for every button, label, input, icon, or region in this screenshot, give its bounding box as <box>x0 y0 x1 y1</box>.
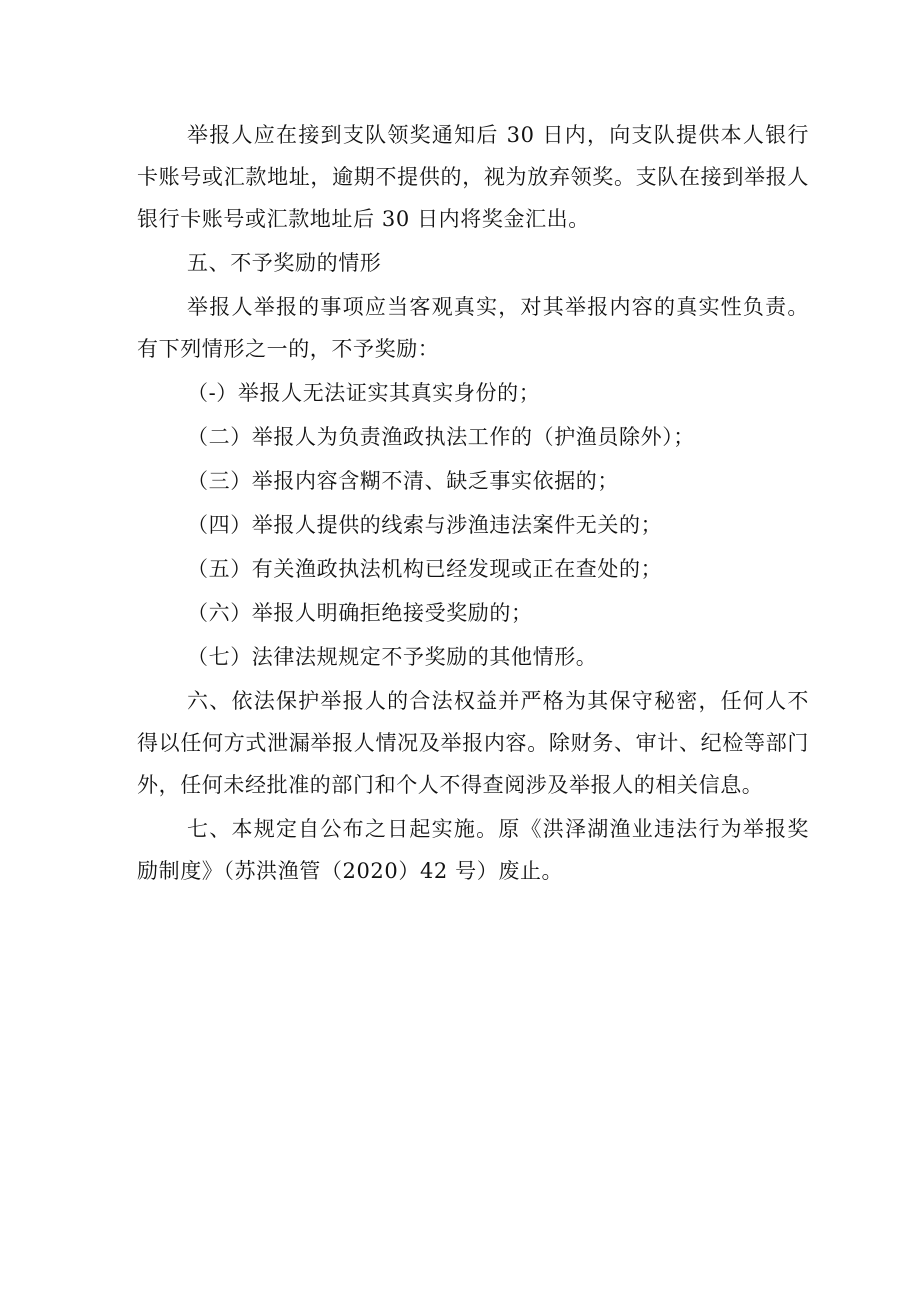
exclusion-item-5: （五）有关渔政执法机构已经发现或正在查处的； <box>187 557 663 581</box>
paragraph-section-six: 六、依法保护举报人的合法权益并严格为其保守秘密，任何人不得以任何方式泄漏举报人情况及举报内容。除财务、审计、纪检等部门外，任何未经批准的部门和个人不得查阅涉及举报人的相关信息。 <box>137 689 809 797</box>
paragraph-award-claim: 举报人应在接到支队领奖通知后 30 日内，向支队提供本人银行卡账号或汇款地址，逾期不提供的，视为放弃领奖。支队在接到举报人银行卡账号或汇款地址后 30 日内将奖金汇出。 <box>137 123 809 231</box>
exclusion-item-7: （七）法律法规规定不予奖励的其他情形。 <box>187 645 598 669</box>
exclusion-item-6: （六）举报人明确拒绝接受奖励的； <box>187 601 533 625</box>
section-five-heading: 五、不予奖励的情形 <box>187 251 382 275</box>
document-body <box>137 114 809 892</box>
exclusion-item-4: （四）举报人提供的线索与涉渔违法案件无关的； <box>187 513 663 537</box>
paragraph-section-seven: 七、本规定自公布之日起实施。原《洪泽湖渔业违法行为举报奖励制度》（苏洪渔管（2020）42 号）废止。 <box>137 817 809 883</box>
exclusion-item-3: （三）举报内容含糊不清、缺乏事实依据的； <box>187 469 619 493</box>
exclusion-item-1: （-）举报人无法证实其真实身份的； <box>187 381 541 405</box>
exclusion-item-2: （二）举报人为负责渔政执法工作的（护渔员除外）； <box>187 425 695 449</box>
paragraph-section-five-intro: 举报人举报的事项应当客观真实，对其举报内容的真实性负责。有下列情形之一的，不予奖励： <box>137 295 809 361</box>
